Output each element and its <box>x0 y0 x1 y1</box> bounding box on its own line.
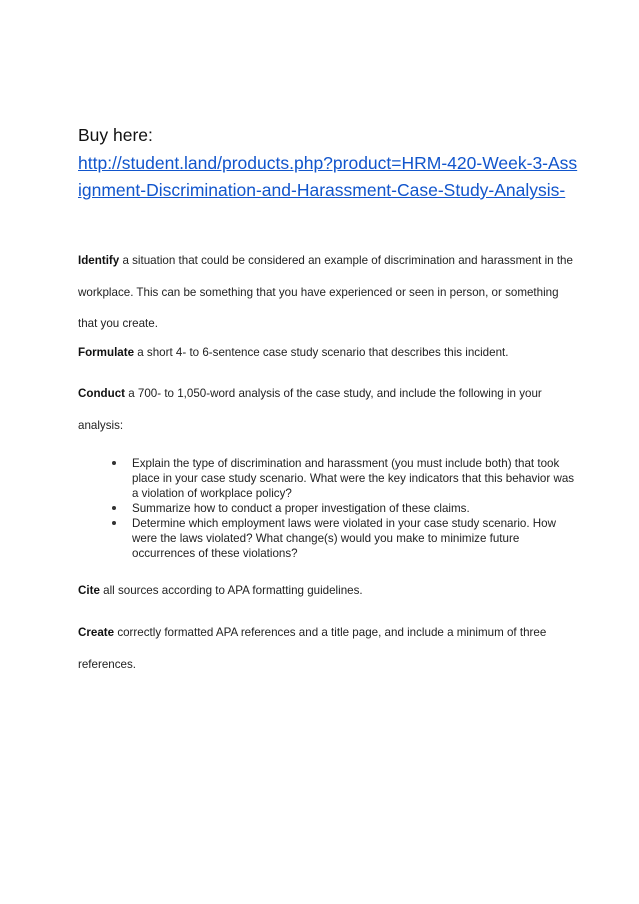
conduct-paragraph <box>78 378 578 441</box>
bullet-text: Determine which employment laws were violated in your case study scenario. How were the laws violated? What change(s) would you make to minimize future occurrences of these violations? <box>132 517 556 560</box>
bullet-text: Explain the type of discrimination and harassment (you must include both) that took place in your case study scenario. What were the key indicators that this behavior was a violation of workplace policy? <box>132 457 575 500</box>
cite-text: all sources according to APA formatting guidelines. <box>99 584 363 597</box>
create-paragraph <box>78 617 578 680</box>
identify-text: a situation that could be considered an example of discrimination and harassment in the workplace. This can be something that you have experienced or seen in person, or something that you create. <box>78 254 573 330</box>
list-item <box>78 501 578 516</box>
analysis-bullet-list <box>78 456 578 561</box>
list-item <box>78 456 578 501</box>
cite-keyword: Cite <box>78 584 100 597</box>
create-text: correctly formatted APA references and a title page, and include a minimum of three references. <box>78 626 547 671</box>
bullet-icon <box>112 506 116 510</box>
identify-paragraph <box>78 245 578 340</box>
bullet-text: Summarize how to conduct a proper investigation of these claims. <box>132 502 470 515</box>
bullet-icon <box>112 461 116 465</box>
formulate-paragraph <box>78 337 578 369</box>
conduct-keyword: Conduct <box>78 387 126 400</box>
create-keyword: Create <box>78 626 115 639</box>
identify-keyword: Identify <box>78 254 120 267</box>
conduct-text: a 700- to 1,050-word analysis of the case study, and include the following in your analysis: <box>78 387 542 432</box>
buy-heading: Buy here: <box>78 125 153 145</box>
formulate-text: a short 4- to 6-sentence case study scenario that describes this incident. <box>134 346 509 359</box>
bullet-icon <box>112 521 116 525</box>
cite-paragraph <box>78 575 578 607</box>
formulate-keyword: Formulate <box>78 346 135 359</box>
product-link[interactable]: http://student.land/products.php?product=HRM-420-Week-3-Assignment-Discrimination-and-Harassment-Case-Study-Analysis- <box>78 153 578 200</box>
list-item <box>78 516 578 561</box>
